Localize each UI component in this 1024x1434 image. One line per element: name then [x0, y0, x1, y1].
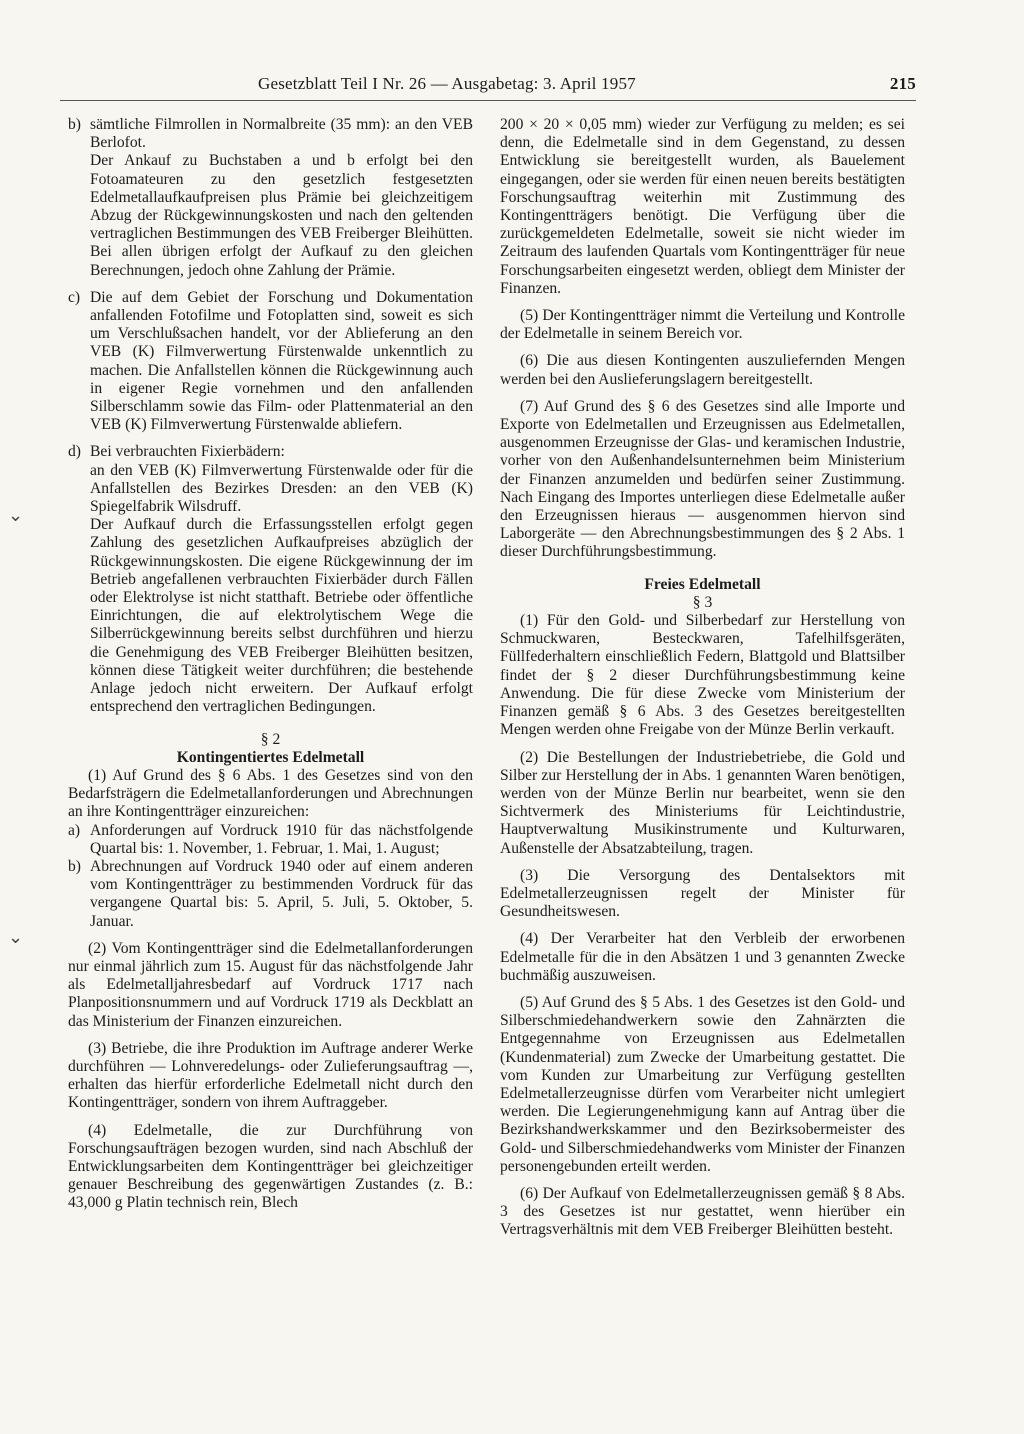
section-number: § 2 [260, 730, 281, 748]
header-title: Gesetzblatt Teil I Nr. 26 — Ausgabetag: 3. April 1957 [258, 74, 636, 93]
margin-check-mark: ⌄ [8, 505, 24, 525]
paragraph: an den VEB (K) Filmverwertung Fürstenwalde oder für die Anfallstellen des Bezirkes Dresden: an den VEB (K) Spiegelfabrik Wilsdruff. [90, 461, 473, 516]
list-text: sämtliche Filmrollen in Normalbreite (35 mm): an den VEB Berlofot. [90, 116, 473, 152]
list-marker: b) [68, 857, 81, 875]
paragraph: 200 × 20 × 0,05 mm) wieder zur Verfügung zu melden; es sei denn, die Edelmetalle sind in dem Gegenstand, zu dessen Entwicklung sie bereitgestellt wurden, als Bauelement eingegangen, oder sie werden für einen neuen bereits bestätigten Forschungsauftrag weiterhin mit Zustimmung des Kontingentträgers benötigt. Die Verfügung über die zurückgemeldeten Edelmetalle, soweit sie nicht wieder im Zeitraum des laufenden Quartals vom Kontingentträger für neue Forschungsarbeiten eingesetzt werden, obliegt dem Minister der Finanzen. [500, 116, 905, 297]
paragraph: (4) Der Verarbeiter hat den Verbleib der erworbenen Edelmetalle für die in den Absätzen 1 und 3 genannten Zwecke buchmäßig auszuweisen. [500, 930, 905, 984]
paragraph: (1) Für den Gold- und Silberbedarf zur Herstellung von Schmuckwaren, Besteckwaren, Tafelhilfsgeräten, Füllfederhaltern einschließlich Federn, Blattgold und Blattsilber findet der § 2 dieser Durchführungsbestimmung keine Anwendung. Die für diese Zwecke vom Ministerium der Finanzen gemäß § 6 Abs. 3 des Gesetzes bereitgestellten Mengen werden ohne Freigabe von der Münze Berlin verkauft. [500, 612, 905, 739]
paragraph: (6) Der Aufkauf von Edelmetallerzeugnissen gemäß § 8 Abs. 3 des Gesetzes ist nur gestattet, wenn hierüber ein Vertragsverhältnis mit dem VEB Freiberger Bleihütten besteht. [500, 1184, 905, 1239]
list-item-b [68, 858, 473, 931]
paragraph: (2) Vom Kontingentträger sind die Edelmetallanforderungen nur einmal jährlich zum 15. August für das nächstfolgende Jahr als Edelmetalljahresbedarf auf Vordruck 1717 nach Planpositionsnummern und auf Vordruck 1719 als Deckblatt an das Ministerium der Finanzen einzureichen. [68, 939, 473, 1030]
margin-check-mark: ⌄ [8, 927, 24, 947]
list-text: Abrechnungen auf Vordruck 1940 oder auf einem anderen vom Kontingentträger zu bestimmenden Vordruck für das vergangene Quartal bis: 5. April, 5. Juli, 5. Oktober, 5. Januar. [90, 857, 473, 930]
page-number: 215 [889, 74, 916, 93]
paragraph: Der Ankauf zu Buchstaben a und b erfolgt bei den Fotoamateuren zu den gesetzlich festgesetzten Edelmetallaufkaufpreisen plus Prämie bei gleichzeitigem Abzug der Rückgewinnungskosten und nach den geltenden vertraglichen Bestimmungen des VEB Freiberger Bleihütten. Bei allen übrigen erfolgt der Aufkauf zu den gleichen Berechnungen, jedoch ohne Zahlung der Prämie. [90, 152, 473, 279]
left-column [68, 116, 473, 1213]
section-heading: Freies Edelmetall [644, 575, 761, 593]
header-rule [60, 100, 916, 101]
section-number: § 3 [692, 593, 713, 611]
list-marker: c) [68, 288, 81, 306]
list-text: Die auf dem Gebiet der Forschung und Dokumentation anfallenden Fotofilme und Fotoplatten sind, soweit es sich um Verschlußsachen handelt, vor der Ablieferung an den VEB (K) Filmverwertung Fürstenwalde unkenntlich zu machen. Die Anfallstellen können die Rückgewinnung auch in eigener Regie vornehmen und den anfallenden Silberschlamm sowie das Film- oder Plattenmaterial an den VEB (K) Filmverwertung Fürstenwalde abliefern. [90, 288, 473, 434]
section-heading: Kontingentiertes Edelmetall [176, 748, 365, 766]
list-item-a [68, 822, 473, 858]
right-column [500, 116, 905, 1240]
list-text: Bei verbrauchten Fixierbädern: [90, 443, 285, 461]
list-item-b [68, 116, 473, 152]
list-marker: a) [68, 821, 81, 839]
list-text: Anforderungen auf Vordruck 1910 für das nächstfolgende Quartal bis: 1. November, 1. Februar, 1. Mai, 1. August; [90, 821, 473, 857]
paragraph: (5) Auf Grund des § 5 Abs. 1 des Gesetzes ist den Gold- und Silberschmiedehandwerkern sowie den Zahnärzten die Entgegennahme von Erzeugnissen aus Edelmetallen (Kundenmaterial) zum Zwecke der Umarbeitung gestattet. Die vom Kunden zur Umarbeitung zur Verfügung gestellten Edelmetallerzeugnisse dürfen vom Verarbeiter nicht umlegiert werden. Die Legierungenehmigung kann auf Antrag über die Bezirkshandwerkskammer und den Bezirksobermeister des Gold- und Silberschmiedehandwerks vom Minister der Finanzen personengebunden erteilt werden. [500, 993, 905, 1175]
paragraph: (7) Auf Grund des § 6 des Gesetzes sind alle Importe und Exporte von Edelmetallen und Erzeugnissen aus Edelmetallen, ausgenommen Erzeugnisse der Glas- und keramischen Industrie, vorher von den Außenhandelsunternehmen beim Ministerium der Finanzen anzumelden und bedürfen seiner Zustimmung. Nach Eingang des Importes unterliegen diese Edelmetalle außer den Erzeugnissen hieraus — ausgenommen hiervon sind Laborgeräte — den Abrechnungsbestimmungen des § 2 Abs. 1 dieser Durchführungsbestimmung. [500, 397, 905, 561]
paragraph: (3) Betriebe, die ihre Produktion im Auftrage anderer Werke durchführen — Lohnveredelungs- oder Zulieferungsauftrag —, erhalten das hierfür erforderliche Edelmetall nicht durch den Kontingentträger, sondern von ihrem Auftraggeber. [68, 1039, 473, 1112]
paragraph: (4) Edelmetalle, die zur Durchführung von Forschungsaufträgen bezogen wurden, sind nach Abschluß der Entwicklungsarbeiten dem Kontingentträger bei gleichzeitiger genauer Beschreibung des gegenwärtigen Zustandes (z. B.: 43,000 g Platin technisch rein, Blech [68, 1121, 473, 1212]
paragraph: (2) Die Bestellungen der Industriebetriebe, die Gold und Silber zur Herstellung der in Abs. 1 genannten Waren benötigen, werden von der Münze Berlin nur bearbeitet, wenn sie den Sichtvermerk des Ministeriums für Leichtindustrie, Hauptverwaltung Musikinstrumente und Kulturwaren, Außenstelle der Absatzabteilung, tragen. [500, 748, 905, 857]
paragraph: (3) Die Versorgung des Dentalsektors mit Edelmetallerzeugnissen regelt der Minister für Gesundheitswesen. [500, 866, 905, 921]
list-item-c [68, 289, 473, 435]
paragraph: (1) Auf Grund des § 6 Abs. 1 des Gesetzes sind von den Bedarfsträgern die Edelmetallanforderungen und Abrechnungen an ihre Kontingentträger einzureichen: [68, 766, 473, 821]
list-item-d [68, 443, 473, 461]
paragraph: (6) Die aus diesen Kontingenten auszuliefernden Mengen werden bei den Auslieferungslagern bereitgestellt. [500, 352, 905, 388]
paragraph: (5) Der Kontingentträger nimmt die Verteilung und Kontrolle der Edelmetalle in seinem Bereich vor. [500, 307, 905, 343]
list-marker: b) [68, 116, 81, 133]
paragraph: Der Aufkauf durch die Erfassungsstellen erfolgt gegen Zahlung des gesetzlichen Aufkaufpreises abzüglich der Rückgewinnungskosten. Die eigene Rückgewinnung der im Betrieb angefallenen verbrauchten Fixierbäder durch Fällen oder Elektrolyse ist nicht statthaft. Betriebe oder öffentliche Einrichtungen, die auf elektrolytischem Wege die Silberrückgewinnung bereits selbst durchführen und hierzu die Genehmigung des VEB Freiberger Bleihütten besitzen, können diese Tätigkeit weiter durchführen; die bestehende Anlage jedoch nicht erweitern. Der Aufkauf erfolgt entsprechend den vertraglichen Bedingungen. [90, 516, 473, 716]
list-marker: d) [68, 443, 81, 461]
